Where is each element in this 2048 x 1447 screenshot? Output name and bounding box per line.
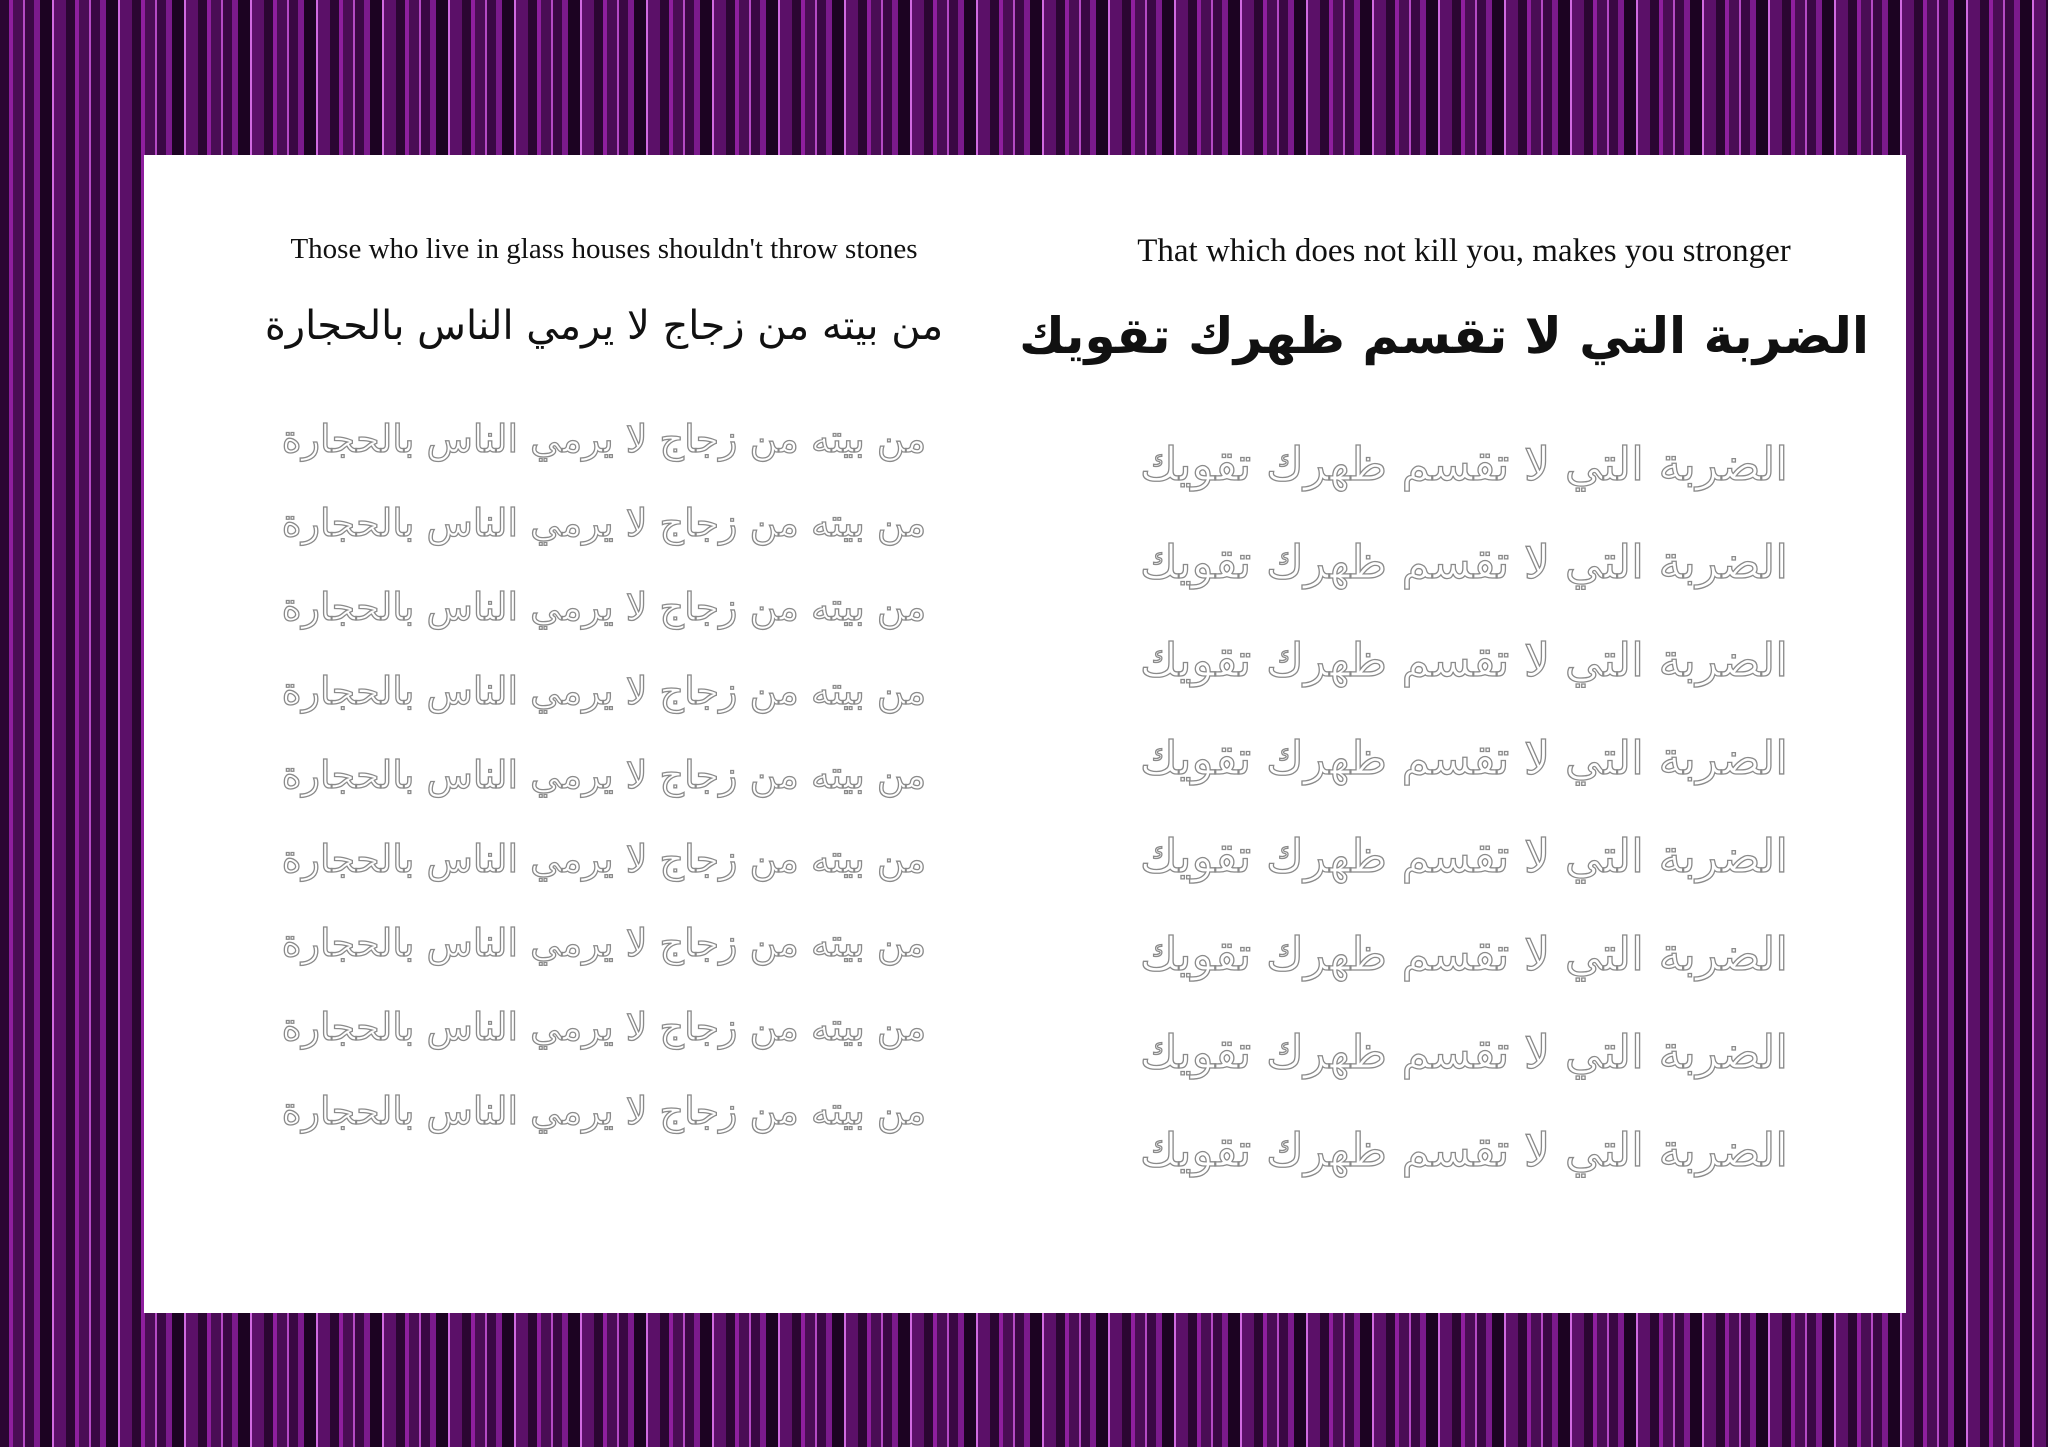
left-trace-line: من بيته من زجاج لا يرمي الناس بالحجارة	[281, 1089, 927, 1133]
left-trace-line: من بيته من زجاج لا يرمي الناس بالحجارة	[281, 837, 927, 881]
right-trace-line: الضربة التي لا تقسم ظهرك تقويك	[1139, 437, 1789, 491]
left-trace-line: من بيته من زجاج لا يرمي الناس بالحجارة	[281, 753, 927, 797]
right-trace-line: الضربة التي لا تقسم ظهرك تقويك	[1139, 633, 1789, 687]
left-english-title: Those who live in glass houses shouldn't throw stones	[290, 233, 918, 265]
left-trace-line: من بيته من زجاج لا يرمي الناس بالحجارة	[281, 921, 927, 965]
right-trace-line: الضربة التي لا تقسم ظهرك تقويك	[1139, 829, 1789, 883]
left-trace-line: من بيته من زجاج لا يرمي الناس بالحجارة	[281, 585, 927, 629]
right-trace-line: الضربة التي لا تقسم ظهرك تقويك	[1139, 1025, 1789, 1079]
right-english-title: That which does not kill you, makes you stronger	[1137, 233, 1791, 269]
right-arabic-proverb: الضربة التي لا تقسم ظهرك تقويك	[1019, 307, 1869, 365]
left-trace-lines	[224, 397, 984, 1153]
left-arabic-proverb: من بيته من زجاج لا يرمي الناس بالحجارة	[264, 303, 944, 349]
right-trace-line: الضربة التي لا تقسم ظهرك تقويك	[1139, 731, 1789, 785]
left-trace-line: من بيته من زجاج لا يرمي الناس بالحجارة	[281, 501, 927, 545]
left-proverb-column	[224, 155, 984, 1313]
right-trace-line: الضربة التي لا تقسم ظهرك تقويك	[1139, 535, 1789, 589]
right-trace-line: الضربة التي لا تقسم ظهرك تقويك	[1139, 927, 1789, 981]
right-trace-line: الضربة التي لا تقسم ظهرك تقويك	[1139, 1123, 1789, 1177]
right-proverb-column	[1019, 155, 1869, 1313]
left-trace-line: من بيته من زجاج لا يرمي الناس بالحجارة	[281, 417, 927, 461]
left-trace-line: من بيته من زجاج لا يرمي الناس بالحجارة	[281, 1005, 927, 1049]
left-trace-line: من بيته من زجاج لا يرمي الناس بالحجارة	[281, 669, 927, 713]
worksheet-page	[144, 155, 1906, 1313]
right-trace-lines	[1059, 415, 1869, 1199]
